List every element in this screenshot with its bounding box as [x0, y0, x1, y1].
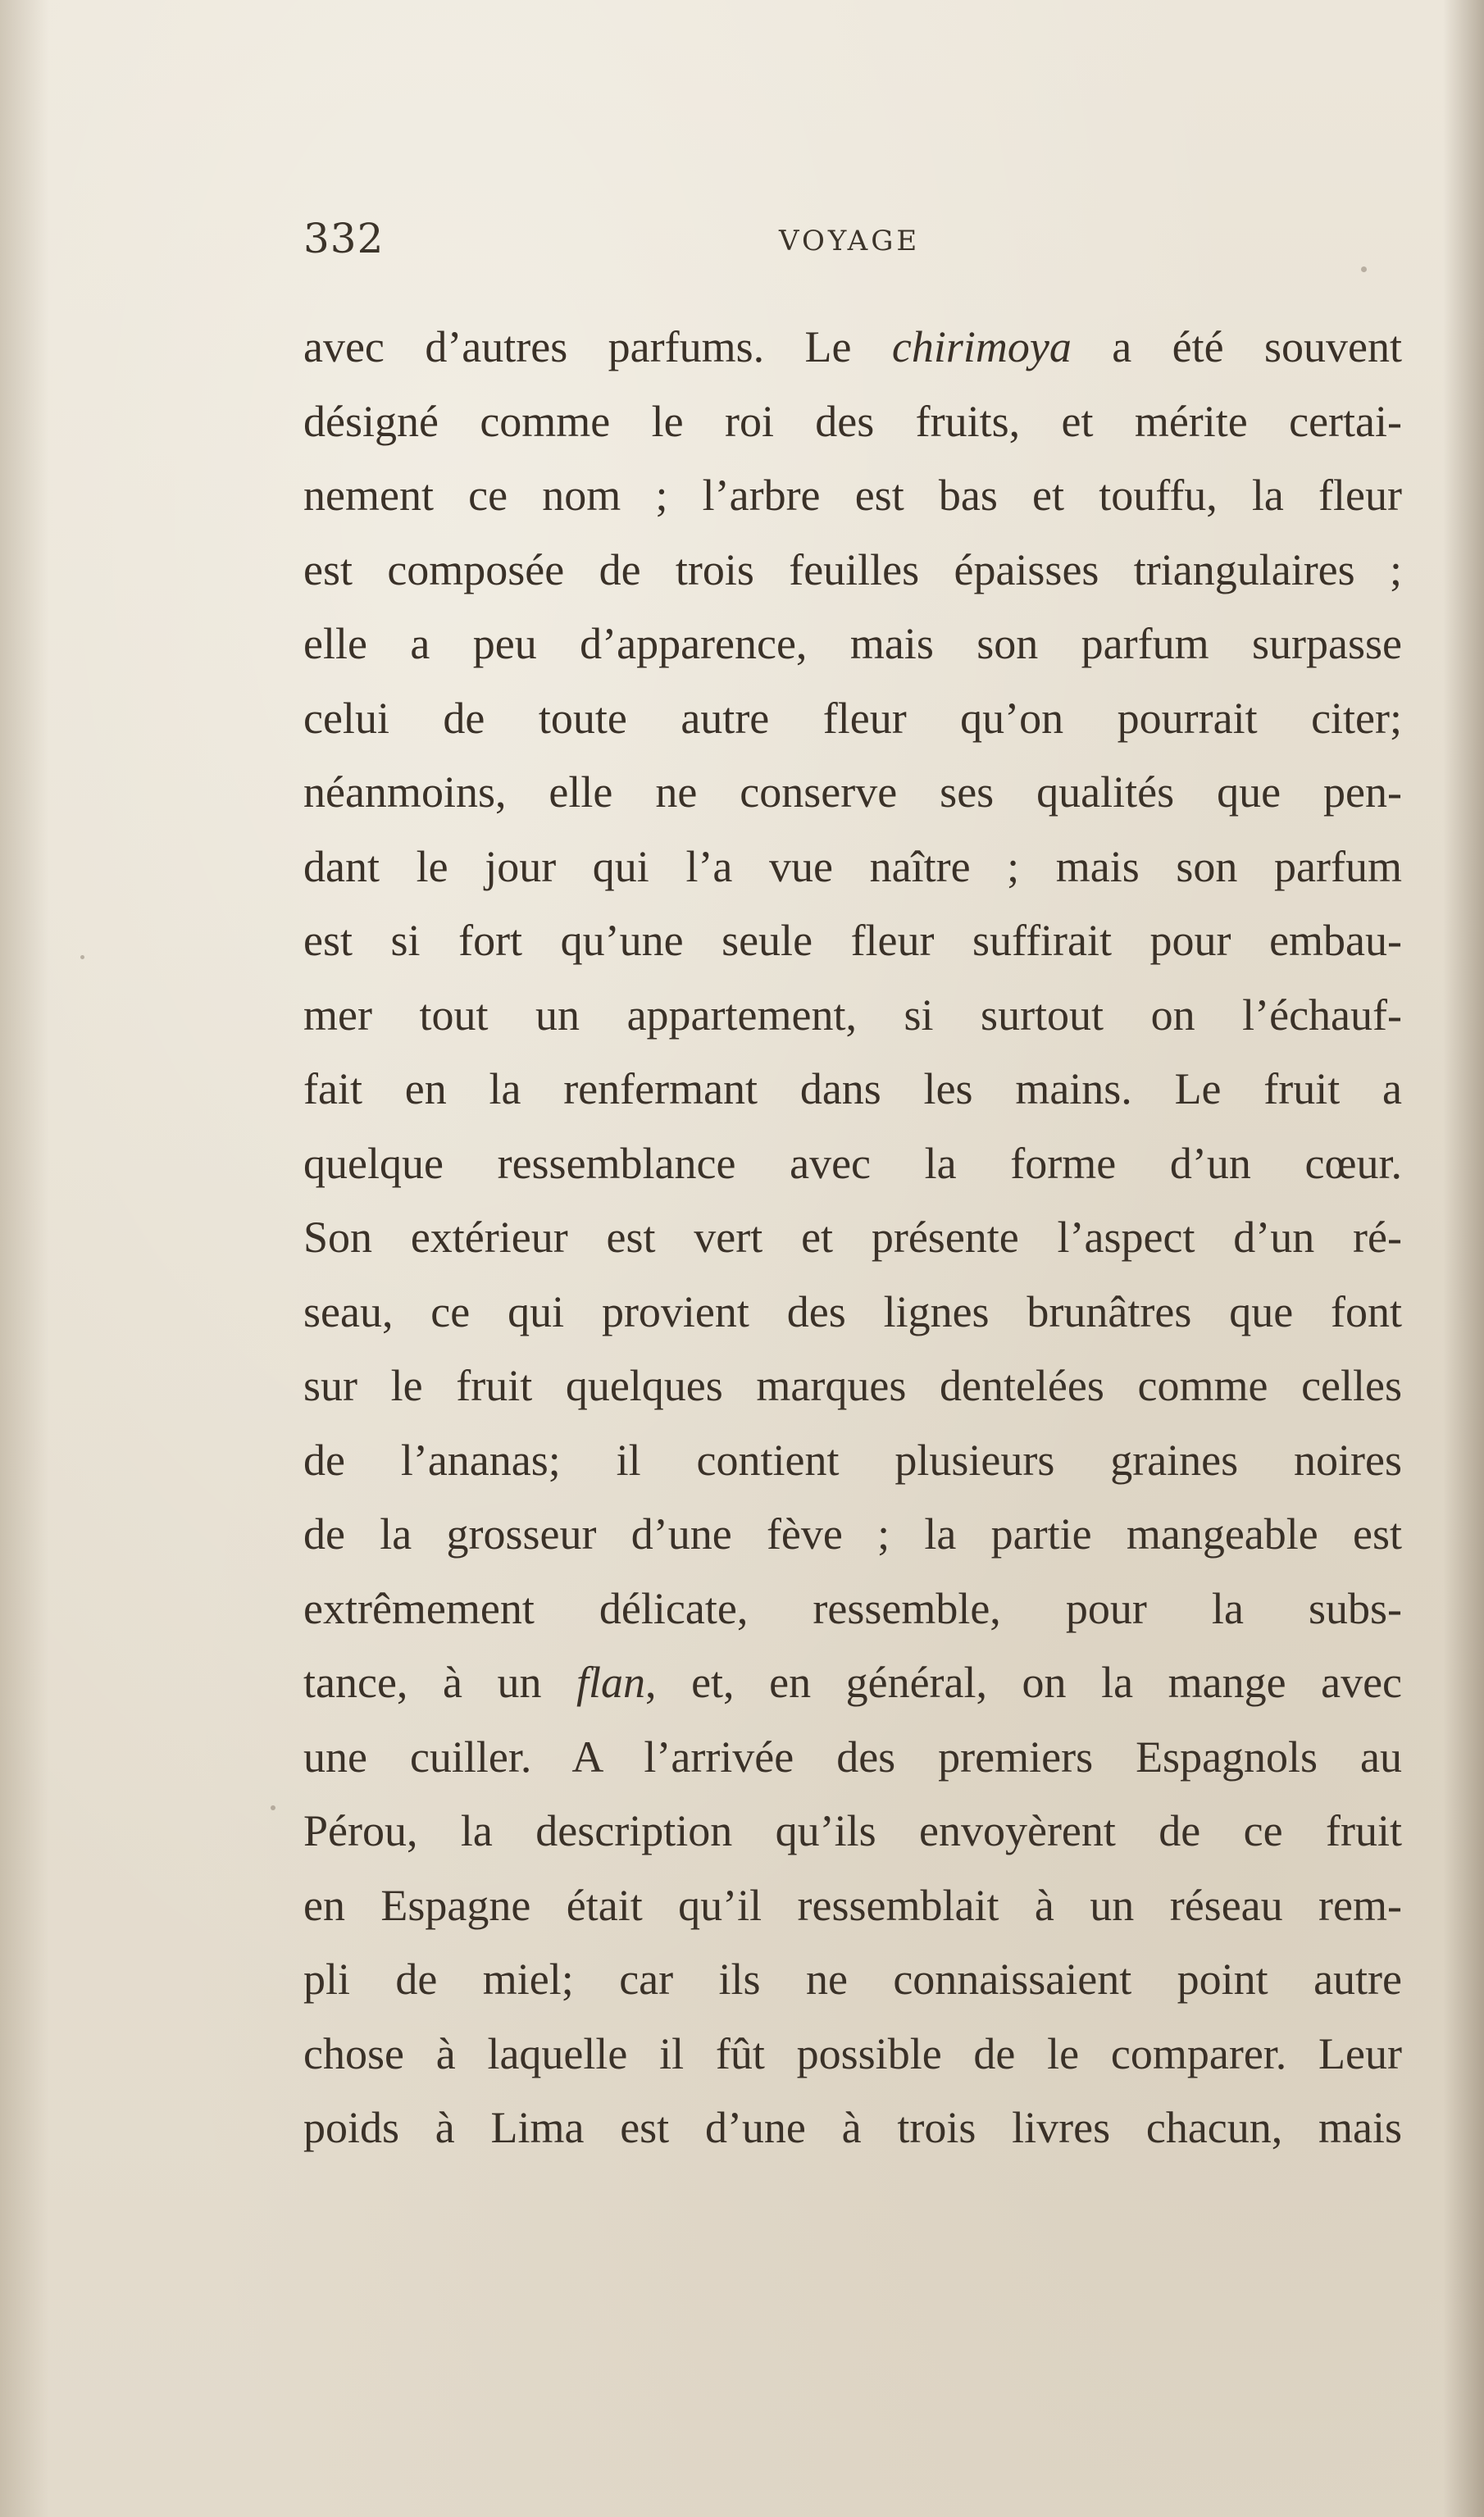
text-line: [303, 1497, 1402, 1572]
text-line: [303, 1349, 1402, 1423]
text-segment: fait en la renfermant dans les mains. Le fruit a: [303, 1064, 1402, 1113]
text-segment: est si fort qu’une seule fleur suffirait pour embau-: [303, 916, 1402, 965]
paper-speck: [271, 1805, 275, 1810]
body-text: [303, 310, 1402, 2165]
text-line: [303, 1645, 1402, 1720]
text-line: [303, 681, 1402, 756]
text-segment: a été souvent: [1071, 322, 1402, 371]
text-line: [303, 1127, 1402, 1201]
text-segment: Son extérieur est vert et présente l’aspect d’un ré-: [303, 1213, 1402, 1262]
text-line: [303, 1200, 1402, 1275]
text-segment: avec d’autres parfums. Le: [303, 322, 892, 371]
italic-word: chirimoya: [891, 322, 1072, 371]
text-line: [303, 1720, 1402, 1795]
running-head: [303, 215, 1402, 272]
text-segment: seau, ce qui provient des lignes brunâtres que font: [303, 1286, 1402, 1336]
text-line: [303, 1794, 1402, 1868]
page-number: 332: [303, 215, 385, 262]
text-line: [303, 458, 1402, 533]
text-line: [303, 1572, 1402, 1646]
text-line: [303, 385, 1402, 459]
text-segment: Pérou, la description qu’ils envoyèrent de ce fruit: [303, 1806, 1402, 1855]
text-line: [303, 1052, 1402, 1127]
italic-word: flan: [576, 1658, 646, 1707]
text-segment: elle a peu d’apparence, mais son parfum surpasse: [303, 619, 1402, 668]
text-segment: une cuiller. A l’arrivée des premiers Espagnols au: [303, 1732, 1402, 1782]
text-line: [303, 533, 1402, 608]
running-title: VOYAGE: [779, 225, 921, 257]
text-segment: néanmoins, elle ne conserve ses qualités que pen-: [303, 767, 1402, 817]
text-segment: mer tout un appartement, si surtout on l’échauf-: [303, 990, 1402, 1040]
text-segment: nement ce nom ; l’arbre est bas et touffu, la fleur: [303, 471, 1402, 520]
text-line: [303, 1942, 1402, 2017]
text-segment: poids à Lima est d’une à trois livres chacun, mais: [303, 2103, 1402, 2152]
text-line: [303, 1423, 1402, 1498]
text-segment: de la grosseur d’une fève ; la partie mangeable est: [303, 1509, 1402, 1559]
text-line: [303, 903, 1402, 978]
text-line: [303, 2091, 1402, 2165]
text-segment: chose à laquelle il fût possible de le comparer. Leur: [303, 2028, 1402, 2078]
text-segment: est composée de trois feuilles épaisses triangulaires ;: [303, 544, 1402, 594]
text-line: [303, 607, 1402, 681]
text-line: [303, 310, 1402, 385]
text-line: [303, 2017, 1402, 2091]
text-segment: en Espagne était qu’il ressemblait à un réseau rem-: [303, 1880, 1402, 1930]
text-segment: de l’ananas; il contient plusieurs graines noires: [303, 1435, 1402, 1485]
text-segment: celui de toute autre fleur qu’on pourrait citer;: [303, 693, 1402, 743]
text-segment: pli de miel; car ils ne connaissaient point autre: [303, 1955, 1402, 2004]
paper-speck: [80, 955, 84, 959]
text-segment: , et, en général, on la mange avec: [645, 1658, 1402, 1707]
text-line: [303, 1868, 1402, 1943]
text-segment: dant le jour qui l’a vue naître ; mais son parfum: [303, 841, 1402, 891]
text-line: [303, 755, 1402, 830]
text-segment: désigné comme le roi des fruits, et mérite certai-: [303, 396, 1402, 446]
text-segment: quelque ressemblance avec la forme d’un cœur.: [303, 1138, 1402, 1188]
text-line: [303, 978, 1402, 1053]
text-line: [303, 830, 1402, 904]
text-line: [303, 1275, 1402, 1350]
text-segment: tance, à un: [303, 1658, 577, 1707]
text-segment: sur le fruit quelques marques dentelées comme celles: [303, 1361, 1402, 1410]
text-segment: extrêmement délicate, ressemble, pour la subs-: [303, 1583, 1402, 1633]
